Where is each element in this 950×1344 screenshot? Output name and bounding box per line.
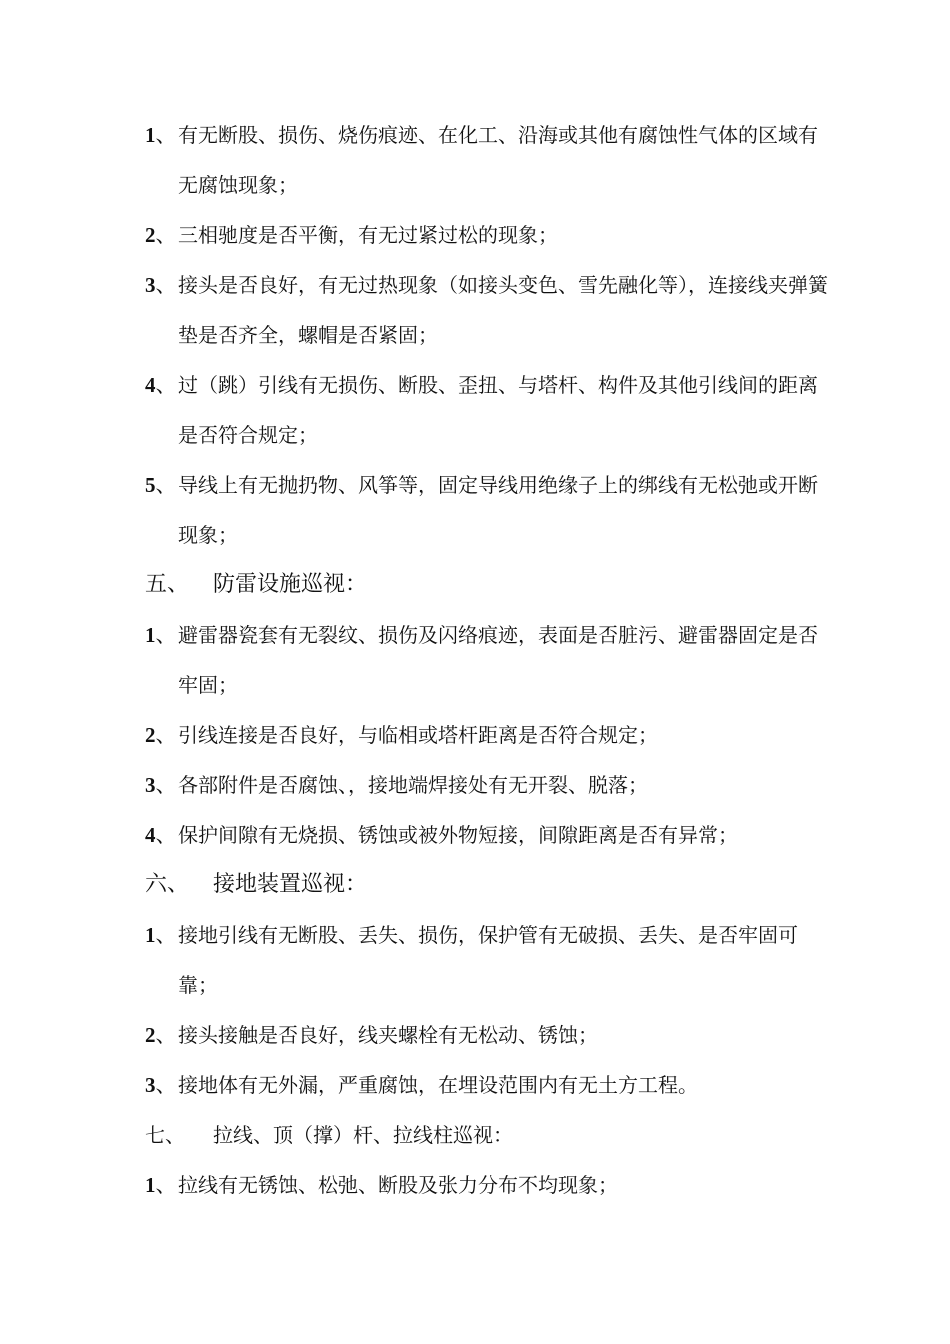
list-item <box>0 610 950 710</box>
list-item <box>0 110 950 210</box>
list-item <box>0 1060 950 1110</box>
section-title: 拉线、顶（撑）杆、拉线柱巡视： <box>213 1123 513 1147</box>
list-item <box>0 760 950 810</box>
section-number: 五、 <box>145 572 190 597</box>
item-text: 接地引线有无断股、丢失、损伤，保护管有无破损、丢失、是否牢固可靠； <box>178 923 798 997</box>
list-item <box>0 210 950 260</box>
item-text: 避雷器瓷套有无裂纹、损伤及闪络痕迹，表面是否脏污、避雷器固定是否牢固； <box>178 623 818 697</box>
section-heading <box>0 860 950 910</box>
section-title: 防雷设施巡视： <box>213 572 368 597</box>
list-item <box>0 460 950 560</box>
item-text: 引线连接是否良好，与临相或塔杆距离是否符合规定； <box>178 723 658 747</box>
section-number: 六、 <box>145 872 190 897</box>
item-number: 5、 <box>145 473 177 497</box>
list-item <box>0 1010 950 1060</box>
list-item <box>0 1160 950 1210</box>
item-text: 保护间隙有无烧损、锈蚀或被外物短接，间隙距离是否有异常； <box>178 823 738 847</box>
item-number: 3、 <box>145 773 177 797</box>
item-text: 接头是否良好，有无过热现象（如接头变色、雪先融化等），连接线夹弹簧垫是否齐全，螺帽是否紧固； <box>178 273 828 347</box>
section-heading <box>0 560 950 610</box>
item-text: 接地体有无外漏，严重腐蚀，在埋设范围内有无土方工程。 <box>178 1073 698 1097</box>
item-number: 1、 <box>145 623 177 647</box>
item-number: 4、 <box>145 373 177 397</box>
item-number: 1、 <box>145 123 177 147</box>
list-item <box>0 710 950 760</box>
item-number: 3、 <box>145 273 177 297</box>
item-text: 导线上有无抛扔物、风筝等，固定导线用绝缘子上的绑线有无松弛或开断现象； <box>178 473 818 547</box>
item-number: 2、 <box>145 223 177 247</box>
item-number: 2、 <box>145 1023 177 1047</box>
item-number: 1、 <box>145 923 177 947</box>
item-text: 各部附件是否腐蚀、，接地端焊接处有无开裂、脱落； <box>178 773 648 797</box>
list-item <box>0 810 950 860</box>
item-number: 1、 <box>145 1173 177 1197</box>
item-text: 三相驰度是否平衡，有无过紧过松的现象； <box>178 223 558 247</box>
section-heading <box>0 1110 950 1160</box>
item-text: 接头接触是否良好，线夹螺栓有无松动、锈蚀； <box>178 1023 598 1047</box>
document-page <box>0 110 950 1210</box>
item-text: 有无断股、损伤、烧伤痕迹、在化工、沿海或其他有腐蚀性气体的区域有无腐蚀现象； <box>178 123 818 197</box>
item-number: 4、 <box>145 823 177 847</box>
item-text: 过（跳）引线有无损伤、断股、歪扭、与塔杆、构件及其他引线间的距离是否符合规定； <box>178 373 818 447</box>
item-number: 3、 <box>145 1073 177 1097</box>
list-item <box>0 360 950 460</box>
list-item <box>0 260 950 360</box>
item-number: 2、 <box>145 723 177 747</box>
item-text: 拉线有无锈蚀、松弛、断股及张力分布不均现象； <box>178 1173 618 1197</box>
section-title: 接地装置巡视： <box>213 872 368 897</box>
section-number: 七、 <box>145 1123 185 1147</box>
list-item <box>0 910 950 1010</box>
